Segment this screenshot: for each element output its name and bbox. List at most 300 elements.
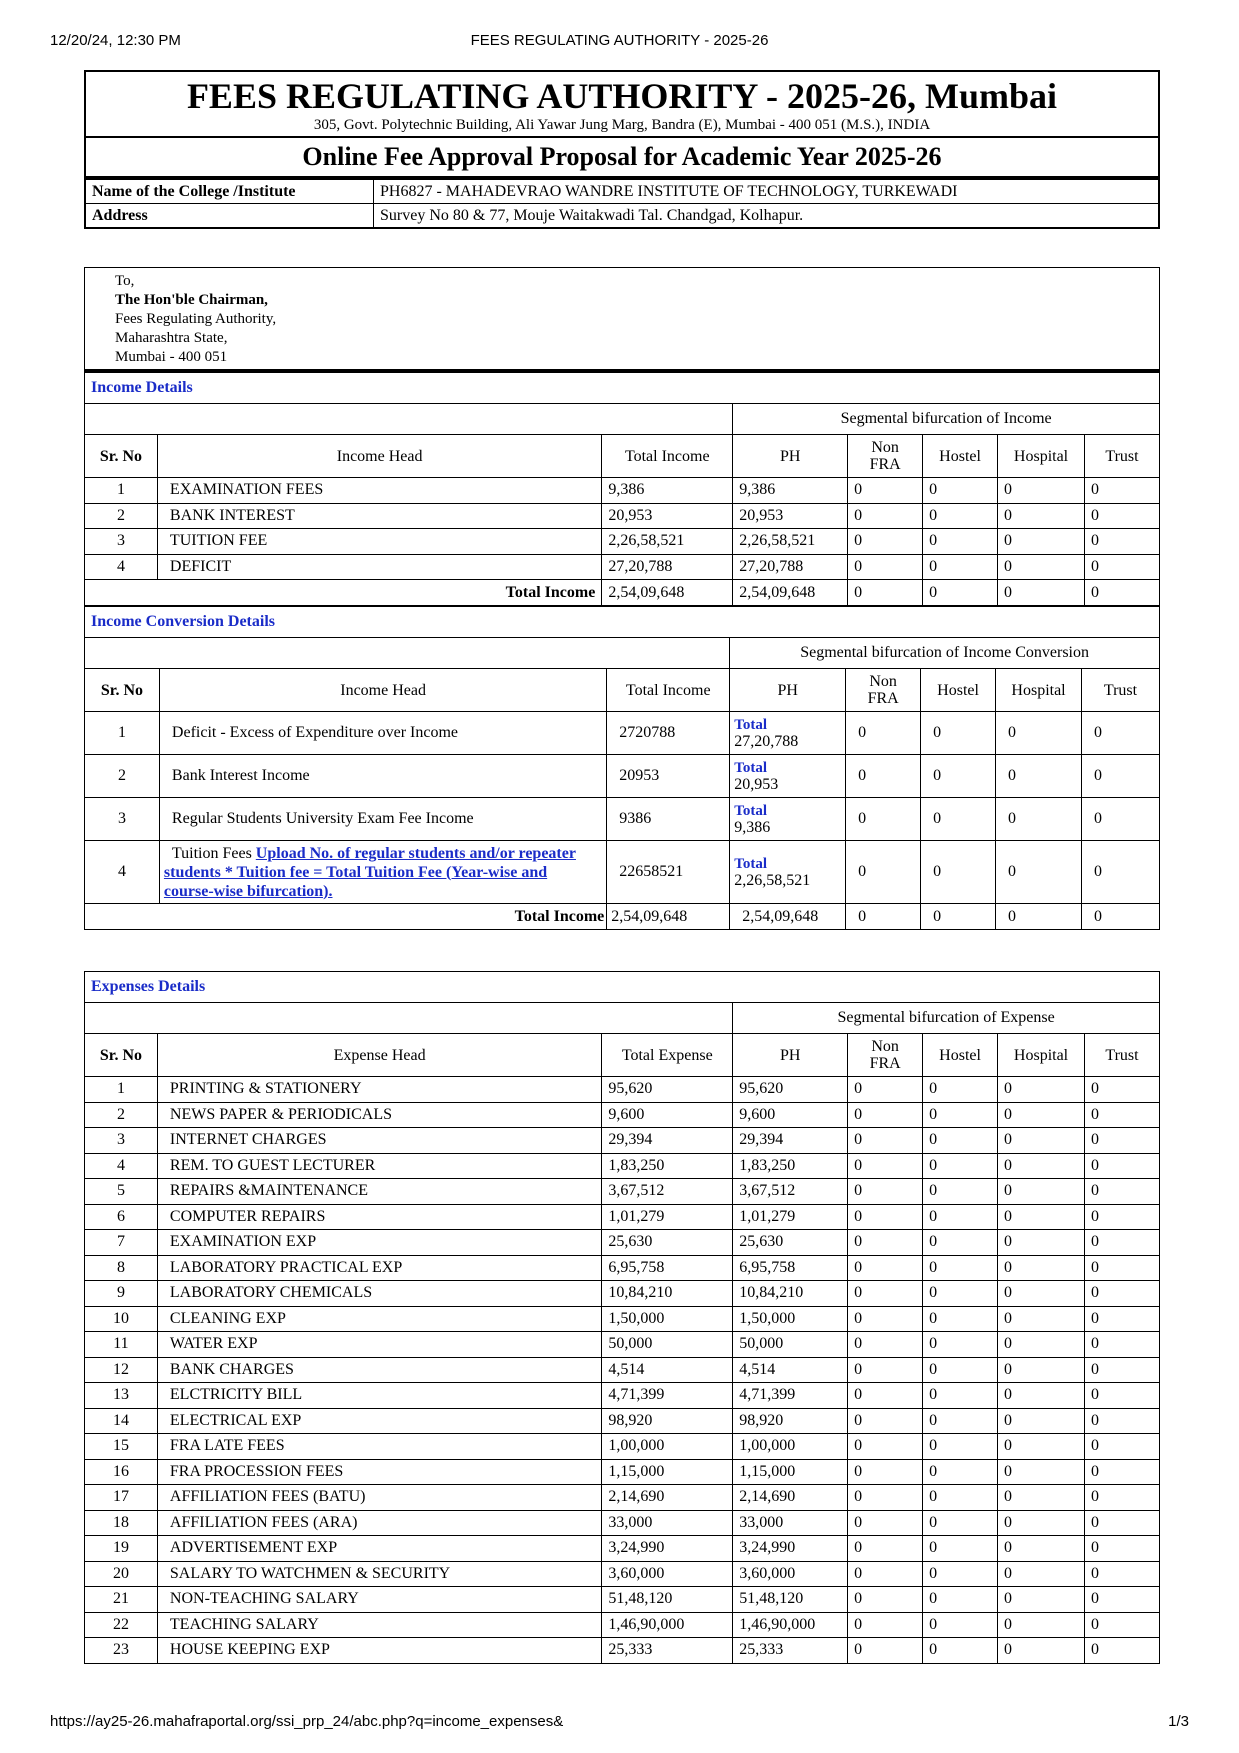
- cell-total: 9,600: [602, 1102, 733, 1128]
- cell-trust: 0: [1085, 1408, 1160, 1434]
- cell-nonfra: 0: [848, 1077, 923, 1103]
- cell-hostel: 0: [923, 1408, 998, 1434]
- cell-sr: 13: [85, 1383, 158, 1409]
- cell-nonfra: 0: [848, 1485, 923, 1511]
- col-ph: PH: [733, 1034, 848, 1077]
- cell-hostel: 0: [923, 1536, 998, 1562]
- info-label: Name of the College /Institute: [85, 179, 374, 204]
- table-row: [85, 1587, 1160, 1613]
- col-hostel: Hostel: [921, 669, 996, 712]
- cell-hospital: 0: [998, 580, 1085, 606]
- cell-sr: 18: [85, 1510, 158, 1536]
- cell-nonfra: 0: [848, 1587, 923, 1613]
- cell-trust: 0: [1085, 1459, 1160, 1485]
- col-head: Income Head: [159, 669, 606, 712]
- cell-hostel: 0: [923, 1230, 998, 1256]
- total-prefix-label: Total: [734, 716, 767, 733]
- income-section: [84, 267, 1160, 930]
- table-row: [85, 1128, 1160, 1154]
- cell-total: 4,514: [602, 1357, 733, 1383]
- cell-trust: 0: [1085, 1306, 1160, 1332]
- cell-head: INTERNET CHARGES: [157, 1128, 601, 1154]
- cell-ph: 1,46,90,000: [733, 1612, 848, 1638]
- cell-total: 2,54,09,648: [607, 904, 730, 930]
- tuition-row: [85, 841, 1160, 904]
- col-sr: Sr. No: [85, 1034, 158, 1077]
- info-label: Address: [85, 204, 374, 229]
- table-row: [85, 1612, 1160, 1638]
- cell-ph: 6,95,758: [733, 1255, 848, 1281]
- cell-trust: 0: [1085, 1102, 1160, 1128]
- cell-total: 2,54,09,648: [602, 580, 733, 606]
- cell-head: ELECTRICAL EXP: [157, 1408, 601, 1434]
- cell-hospital: 0: [998, 1638, 1085, 1664]
- cell-hospital: 0: [998, 554, 1085, 580]
- table-row: [85, 755, 1160, 798]
- cell-ph: [730, 712, 846, 755]
- cell-nonfra: 0: [848, 1357, 923, 1383]
- cell-nonfra: 0: [848, 503, 923, 529]
- conversion-header-row: [85, 669, 1160, 712]
- table-row: [85, 1153, 1160, 1179]
- income-section-title: Income Details: [85, 373, 1160, 404]
- cell-sr: 2: [85, 755, 160, 798]
- cell-nonfra: 0: [848, 1383, 923, 1409]
- cell-hospital: 0: [998, 1383, 1085, 1409]
- table-row: [85, 529, 1160, 555]
- cell-head: [159, 841, 606, 904]
- upload-students-link[interactable]: Upload No. of regular students and/or repeater students * Tuition fee = Total Tuition Fee (Year-wise and course-wise bifurcation).: [163, 844, 576, 900]
- cell-ph: 2,14,690: [733, 1485, 848, 1511]
- cell-head: DEFICIT: [157, 554, 601, 580]
- cell-sr: 21: [85, 1587, 158, 1613]
- cell-head: NON-TEACHING SALARY: [157, 1587, 601, 1613]
- cell-hostel: 0: [921, 841, 996, 904]
- cell-nonfra: 0: [848, 1204, 923, 1230]
- cell-trust: 0: [1085, 1357, 1160, 1383]
- cell-ph: 25,630: [733, 1230, 848, 1256]
- cell-total: 33,000: [602, 1510, 733, 1536]
- cell-hospital: 0: [996, 798, 1082, 841]
- cell-total: 3,24,990: [602, 1536, 733, 1562]
- cell-hospital: 0: [998, 529, 1085, 555]
- letter-address: [84, 267, 1160, 372]
- cell-trust: 0: [1085, 1332, 1160, 1358]
- cell-total: 3,60,000: [602, 1561, 733, 1587]
- cell-hostel: 0: [923, 1485, 998, 1511]
- cell-total: 1,15,000: [602, 1459, 733, 1485]
- letter-to: To,: [115, 273, 135, 289]
- cell-head: REM. TO GUEST LECTURER: [157, 1153, 601, 1179]
- cell-nonfra: 0: [848, 1561, 923, 1587]
- cell-sr: 23: [85, 1638, 158, 1664]
- col-hospital: Hospital: [998, 1034, 1085, 1077]
- expenses-section-title: Expenses Details: [85, 972, 1160, 1003]
- cell-hostel: 0: [923, 1638, 998, 1664]
- conversion-segment-title: Segmental bifurcation of Income Conversion: [730, 638, 1160, 669]
- cell-nonfra: 0: [848, 1510, 923, 1536]
- cell-sr: 6: [85, 1204, 158, 1230]
- cell-total: 1,01,279: [602, 1204, 733, 1230]
- cell-hospital: 0: [998, 1459, 1085, 1485]
- cell-hostel: 0: [923, 503, 998, 529]
- cell-sr: 10: [85, 1306, 158, 1332]
- conversion-section-title: Income Conversion Details: [85, 607, 1160, 638]
- cell-hostel: 0: [923, 1357, 998, 1383]
- cell-total: 9386: [607, 798, 730, 841]
- cell-hostel: 0: [923, 1383, 998, 1409]
- cell-hostel: 0: [921, 904, 996, 930]
- cell-hospital: 0: [998, 1255, 1085, 1281]
- cell-sr: 3: [85, 798, 160, 841]
- cell-sr: 14: [85, 1408, 158, 1434]
- table-row: [85, 1510, 1160, 1536]
- table-row: [85, 1102, 1160, 1128]
- cell-sr: 16: [85, 1459, 158, 1485]
- cell-total: 2720788: [607, 712, 730, 755]
- cell-sr: 17: [85, 1485, 158, 1511]
- col-nonfra: Non FRA: [848, 435, 923, 478]
- page-title: FEES REGULATING AUTHORITY - 2025-26, Mumbai: [186, 76, 1058, 116]
- cell-head: Bank Interest Income: [159, 755, 606, 798]
- cell-hospital: 0: [998, 1281, 1085, 1307]
- cell-hostel: 0: [923, 1102, 998, 1128]
- print-footer: [50, 1713, 1189, 1733]
- info-value: Survey No 80 & 77, Mouje Waitakwadi Tal. Chandgad, Kolhapur.: [374, 204, 1160, 229]
- cell-head: ADVERTISEMENT EXP: [157, 1536, 601, 1562]
- cell-nonfra: 0: [848, 1408, 923, 1434]
- cell-sr: 2: [85, 503, 158, 529]
- cell-head: LABORATORY CHEMICALS: [157, 1281, 601, 1307]
- ph-value: 27,20,788: [734, 732, 799, 750]
- cell-trust: 0: [1085, 1383, 1160, 1409]
- cell-head: TEACHING SALARY: [157, 1612, 601, 1638]
- cell-ph: 20,953: [733, 503, 848, 529]
- cell-hospital: 0: [998, 1153, 1085, 1179]
- table-row: [85, 503, 1160, 529]
- cell-total: 1,46,90,000: [602, 1612, 733, 1638]
- cell-ph: 3,24,990: [733, 1536, 848, 1562]
- col-head: Income Head: [157, 435, 601, 478]
- cell-trust: 0: [1085, 1230, 1160, 1256]
- college-info-row: [85, 204, 1159, 229]
- cell-ph: 1,00,000: [733, 1434, 848, 1460]
- authority-header: [84, 70, 1160, 229]
- cell-sr: 1: [85, 1077, 158, 1103]
- cell-ph: 1,15,000: [733, 1459, 848, 1485]
- cell-sr: 19: [85, 1536, 158, 1562]
- cell-total: 6,95,758: [602, 1255, 733, 1281]
- cell-hospital: 0: [998, 1306, 1085, 1332]
- cell-hostel: 0: [923, 1153, 998, 1179]
- cell-ph: 1,50,000: [733, 1306, 848, 1332]
- cell-head: EXAMINATION EXP: [157, 1230, 601, 1256]
- cell-trust: 0: [1085, 1561, 1160, 1587]
- cell-hospital: 0: [998, 1204, 1085, 1230]
- cell-hostel: 0: [923, 1332, 998, 1358]
- cell-trust: 0: [1085, 1179, 1160, 1205]
- cell-hospital: 0: [998, 1434, 1085, 1460]
- cell-trust: 0: [1085, 1536, 1160, 1562]
- cell-ph: [730, 755, 846, 798]
- cell-sr: 12: [85, 1357, 158, 1383]
- expenses-header-row: [85, 1034, 1160, 1077]
- cell-hospital: 0: [998, 1077, 1085, 1103]
- cell-head: HOUSE KEEPING EXP: [157, 1638, 601, 1664]
- cell-nonfra: 0: [848, 1536, 923, 1562]
- tuition-label: Tuition Fees: [171, 844, 252, 862]
- total-prefix-label: Total: [734, 802, 767, 819]
- cell-total: 20,953: [602, 503, 733, 529]
- letter-line: Maharashtra State,: [115, 330, 228, 346]
- cell-ph: 27,20,788: [733, 554, 848, 580]
- cell-head: FRA PROCESSION FEES: [157, 1459, 601, 1485]
- cell-hostel: 0: [923, 554, 998, 580]
- cell-hostel: 0: [923, 1179, 998, 1205]
- cell-head: EXAMINATION FEES: [157, 478, 601, 504]
- cell-hospital: 0: [996, 755, 1082, 798]
- cell-head: COMPUTER REPAIRS: [157, 1204, 601, 1230]
- table-row: [85, 1561, 1160, 1587]
- cell-hostel: 0: [923, 1255, 998, 1281]
- table-row: [85, 1281, 1160, 1307]
- letter-line: Mumbai - 400 051: [115, 349, 228, 365]
- cell-hospital: 0: [996, 841, 1082, 904]
- cell-nonfra: 0: [848, 478, 923, 504]
- cell-hospital: 0: [998, 1587, 1085, 1613]
- cell-total: 22658521: [607, 841, 730, 904]
- cell-nonfra: 0: [848, 1230, 923, 1256]
- cell-trust: 0: [1082, 755, 1160, 798]
- total-label: Total Income: [85, 904, 607, 930]
- cell-nonfra: 0: [846, 841, 921, 904]
- cell-nonfra: 0: [848, 1153, 923, 1179]
- total-label: Total Income: [85, 580, 602, 606]
- cell-trust: 0: [1082, 904, 1160, 930]
- table-row: [85, 1536, 1160, 1562]
- cell-hostel: 0: [923, 478, 998, 504]
- cell-ph: 10,84,210: [733, 1281, 848, 1307]
- cell-nonfra: 0: [848, 1102, 923, 1128]
- cell-trust: 0: [1085, 554, 1160, 580]
- col-nonfra: Non FRA: [846, 669, 921, 712]
- cell-head: TUITION FEE: [157, 529, 601, 555]
- cell-trust: 0: [1082, 841, 1160, 904]
- cell-total: 3,67,512: [602, 1179, 733, 1205]
- cell-hospital: 0: [996, 712, 1082, 755]
- col-hospital: Hospital: [996, 669, 1082, 712]
- cell-hospital: 0: [998, 1332, 1085, 1358]
- table-row: [85, 712, 1160, 755]
- cell-trust: 0: [1085, 478, 1160, 504]
- expenses-segment-title: Segmental bifurcation of Expense: [733, 1003, 1160, 1034]
- cell-sr: 3: [85, 529, 158, 555]
- cell-head: WATER EXP: [157, 1332, 601, 1358]
- proposal-title: Online Fee Approval Proposal for Academic Year 2025-26: [86, 136, 1158, 176]
- cell-sr: 1: [85, 478, 158, 504]
- cell-sr: 4: [85, 1153, 158, 1179]
- table-row: [85, 1204, 1160, 1230]
- cell-sr: 4: [85, 554, 158, 580]
- table-row: [85, 798, 1160, 841]
- cell-ph: 3,60,000: [733, 1561, 848, 1587]
- cell-hostel: 0: [923, 1306, 998, 1332]
- cell-total: 29,394: [602, 1128, 733, 1154]
- cell-nonfra: 0: [848, 1306, 923, 1332]
- col-total: Total Income: [607, 669, 730, 712]
- col-hostel: Hostel: [923, 1034, 998, 1077]
- cell-hospital: 0: [998, 1128, 1085, 1154]
- cell-sr: 15: [85, 1434, 158, 1460]
- cell-total: 4,71,399: [602, 1383, 733, 1409]
- cell-head: CLEANING EXP: [157, 1306, 601, 1332]
- col-trust: Trust: [1085, 1034, 1160, 1077]
- cell-sr: 9: [85, 1281, 158, 1307]
- cell-total: 1,00,000: [602, 1434, 733, 1460]
- cell-nonfra: 0: [846, 712, 921, 755]
- cell-nonfra: 0: [846, 904, 921, 930]
- cell-trust: 0: [1085, 1510, 1160, 1536]
- cell-trust: 0: [1085, 1128, 1160, 1154]
- table-row: [85, 1230, 1160, 1256]
- col-ph: PH: [733, 435, 848, 478]
- cell-sr: 4: [85, 841, 160, 904]
- cell-ph: 95,620: [733, 1077, 848, 1103]
- expenses-section: [84, 971, 1160, 1664]
- table-row: [85, 1485, 1160, 1511]
- col-head: Expense Head: [157, 1034, 601, 1077]
- cell-total: 2,14,690: [602, 1485, 733, 1511]
- cell-nonfra: 0: [848, 1255, 923, 1281]
- table-row: [85, 1306, 1160, 1332]
- income-segment-title: Segmental bifurcation of Income: [733, 404, 1160, 435]
- cell-hostel: 0: [923, 580, 998, 606]
- cell-hostel: 0: [923, 1587, 998, 1613]
- cell-nonfra: 0: [848, 529, 923, 555]
- cell-hostel: 0: [923, 1204, 998, 1230]
- cell-sr: 8: [85, 1255, 158, 1281]
- cell-nonfra: 0: [848, 1128, 923, 1154]
- cell-total: 9,386: [602, 478, 733, 504]
- table-row: [85, 1077, 1160, 1103]
- income-header-row: [85, 435, 1160, 478]
- cell-total: 51,48,120: [602, 1587, 733, 1613]
- college-info-table: [84, 178, 1160, 229]
- cell-hostel: 0: [923, 1128, 998, 1154]
- cell-trust: 0: [1085, 1153, 1160, 1179]
- col-hostel: Hostel: [923, 435, 998, 478]
- table-row: [85, 1357, 1160, 1383]
- cell-trust: 0: [1085, 1281, 1160, 1307]
- letter-line: Fees Regulating Authority,: [115, 311, 277, 327]
- cell-ph: 1,83,250: [733, 1153, 848, 1179]
- table-row: [85, 1255, 1160, 1281]
- table-row: [85, 1383, 1160, 1409]
- cell-sr: 20: [85, 1561, 158, 1587]
- cell-head: SALARY TO WATCHMEN & SECURITY: [157, 1561, 601, 1587]
- cell-ph: 51,48,120: [733, 1587, 848, 1613]
- cell-hostel: 0: [923, 529, 998, 555]
- cell-total: 2,26,58,521: [602, 529, 733, 555]
- cell-trust: 0: [1085, 503, 1160, 529]
- cell-hostel: 0: [921, 712, 996, 755]
- cell-trust: 0: [1082, 712, 1160, 755]
- cell-hospital: 0: [998, 1536, 1085, 1562]
- cell-total: 1,50,000: [602, 1306, 733, 1332]
- cell-nonfra: 0: [848, 1459, 923, 1485]
- cell-nonfra: 0: [848, 1638, 923, 1664]
- cell-nonfra: 0: [848, 1332, 923, 1358]
- cell-sr: 11: [85, 1332, 158, 1358]
- col-sr: Sr. No: [85, 435, 158, 478]
- cell-hospital: 0: [998, 1357, 1085, 1383]
- cell-nonfra: 0: [848, 1612, 923, 1638]
- cell-ph: 4,514: [733, 1357, 848, 1383]
- authority-address: 305, Govt. Polytechnic Building, Ali Yawar Jung Marg, Bandra (E), Mumbai - 400 051 (M.S.), INDIA: [313, 117, 931, 133]
- cell-ph: [730, 841, 846, 904]
- conversion-table: [84, 606, 1160, 930]
- col-sr: Sr. No: [85, 669, 160, 712]
- col-nonfra: Non FRA: [848, 1034, 923, 1077]
- cell-ph: 33,000: [733, 1510, 848, 1536]
- cell-nonfra: 0: [846, 755, 921, 798]
- cell-total: 95,620: [602, 1077, 733, 1103]
- cell-hostel: 0: [923, 1281, 998, 1307]
- print-title: FEES REGULATING AUTHORITY - 2025-26: [470, 32, 769, 49]
- cell-total: 25,333: [602, 1638, 733, 1664]
- cell-ph: 98,920: [733, 1408, 848, 1434]
- cell-total: 25,630: [602, 1230, 733, 1256]
- cell-trust: 0: [1085, 1077, 1160, 1103]
- conversion-total-row: [85, 904, 1160, 930]
- cell-trust: 0: [1085, 1612, 1160, 1638]
- cell-total: 10,84,210: [602, 1281, 733, 1307]
- cell-ph: 29,394: [733, 1128, 848, 1154]
- cell-head: AFFILIATION FEES (BATU): [157, 1485, 601, 1511]
- cell-head: BANK INTEREST: [157, 503, 601, 529]
- cell-ph: 3,67,512: [733, 1179, 848, 1205]
- cell-ph: 50,000: [733, 1332, 848, 1358]
- cell-sr: 3: [85, 1128, 158, 1154]
- cell-hostel: 0: [923, 1612, 998, 1638]
- cell-head: LABORATORY PRACTICAL EXP: [157, 1255, 601, 1281]
- col-total: Total Income: [602, 435, 733, 478]
- cell-head: BANK CHARGES: [157, 1357, 601, 1383]
- expenses-table: [84, 971, 1160, 1664]
- cell-head: REPAIRS &MAINTENANCE: [157, 1179, 601, 1205]
- cell-trust: 0: [1085, 529, 1160, 555]
- cell-hospital: 0: [998, 1179, 1085, 1205]
- letter-addressee: The Hon'ble Chairman,: [115, 292, 268, 308]
- cell-sr: 7: [85, 1230, 158, 1256]
- college-info-row: [85, 179, 1159, 204]
- cell-nonfra: 0: [848, 1434, 923, 1460]
- cell-ph: [730, 798, 846, 841]
- cell-hostel: 0: [921, 755, 996, 798]
- cell-nonfra: 0: [848, 554, 923, 580]
- cell-ph: 2,26,58,521: [733, 529, 848, 555]
- cell-hospital: 0: [998, 1561, 1085, 1587]
- print-datetime: 12/20/24, 12:30 PM: [50, 32, 181, 49]
- cell-head: AFFILIATION FEES (ARA): [157, 1510, 601, 1536]
- cell-hostel: 0: [923, 1510, 998, 1536]
- col-trust: Trust: [1082, 669, 1160, 712]
- ph-value: 9,386: [734, 818, 771, 836]
- cell-ph: 9,386: [733, 478, 848, 504]
- col-trust: Trust: [1085, 435, 1160, 478]
- cell-head: PRINTING & STATIONERY: [157, 1077, 601, 1103]
- cell-ph: 2,54,09,648: [730, 904, 846, 930]
